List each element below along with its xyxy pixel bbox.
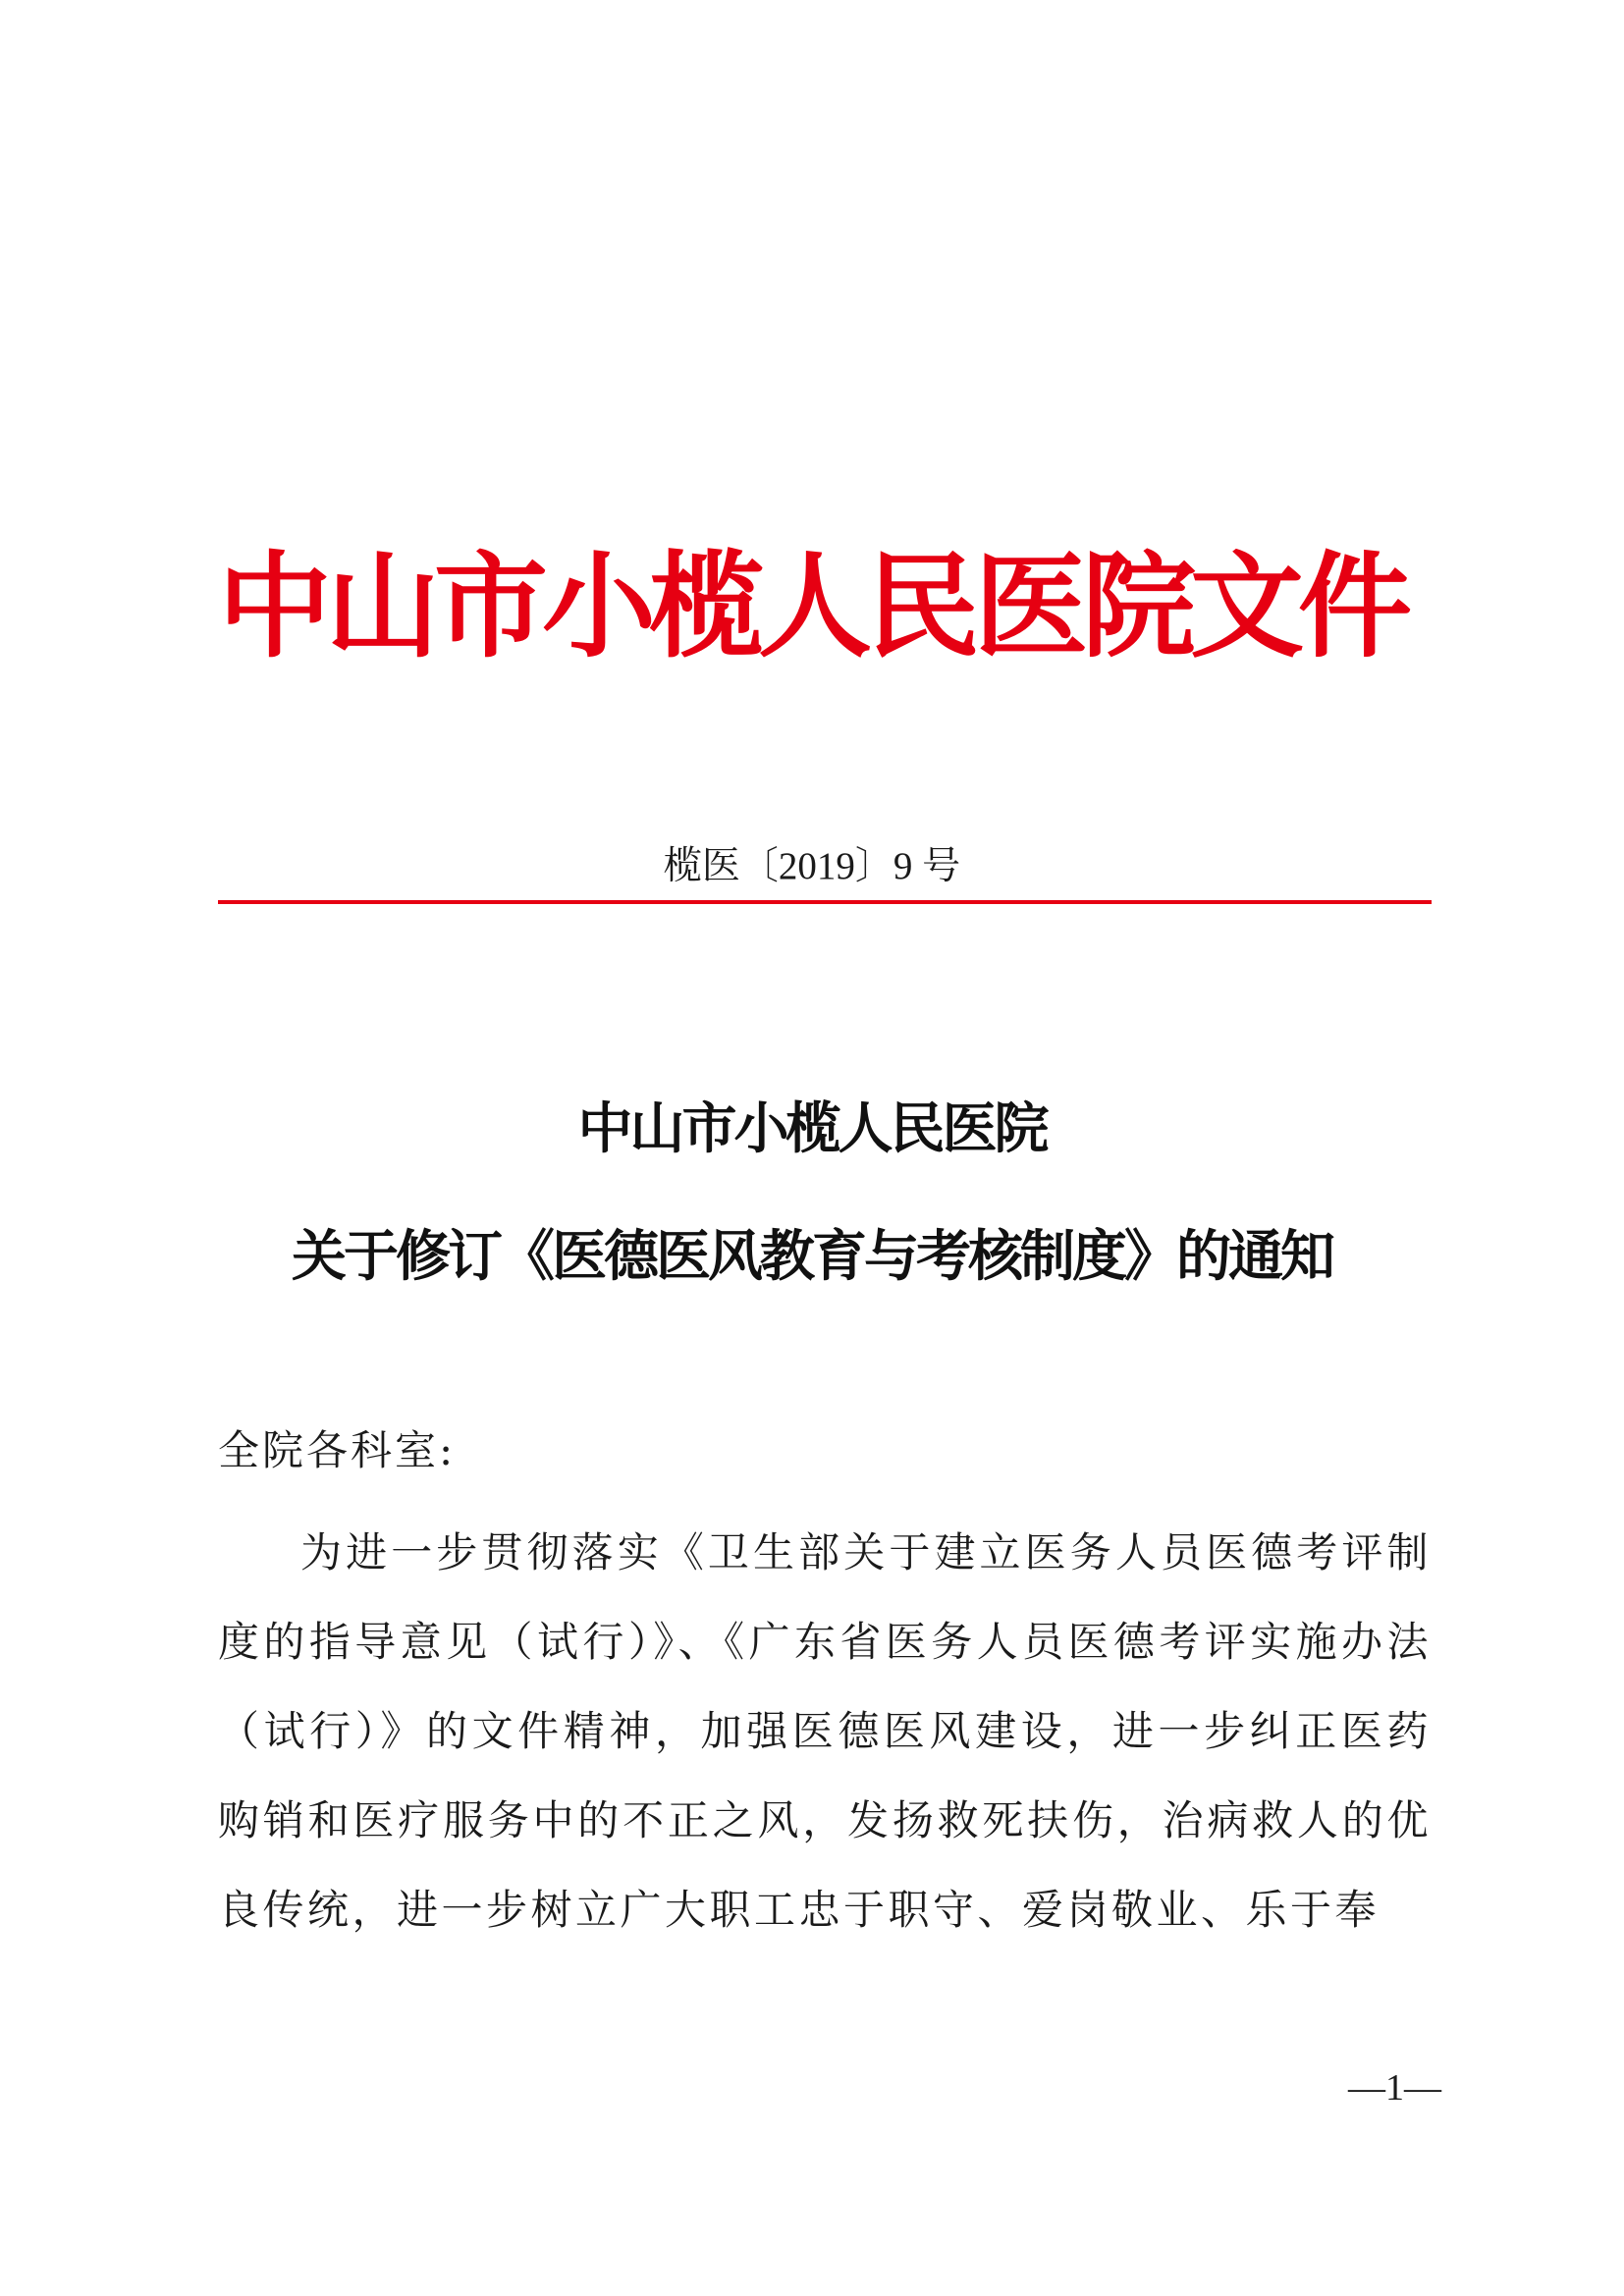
document-number: 榄医〔2019〕9 号 — [663, 845, 961, 887]
notice-title-line-1: 中山市小榄人民医院 — [577, 1096, 1047, 1161]
page-number: —1— — [1348, 2067, 1441, 2109]
header-divider-line — [218, 900, 1432, 904]
notice-title-line-2: 关于修订《医德医风教育与考核制度》的通知 — [292, 1224, 1332, 1289]
salutation: 全院各科室: — [218, 1426, 457, 1474]
document-header-title: 中山市小榄人民医院文件 — [218, 540, 1406, 673]
body-paragraph: 为进一步贯彻落实《卫生部关于建立医务人员医德考评制度的指导意见（试行）》、《广东省医务人员医德考评实施办法（试行）》的文件精神，加强医德医风建设，进一步纠正医药购销和医疗服务中的不正之风，发扬救死扶伤，治病救人的优良传统，进一步树立广大职工忠于职守、爱岗敬业、乐于奉 — [218, 1528, 1432, 1934]
